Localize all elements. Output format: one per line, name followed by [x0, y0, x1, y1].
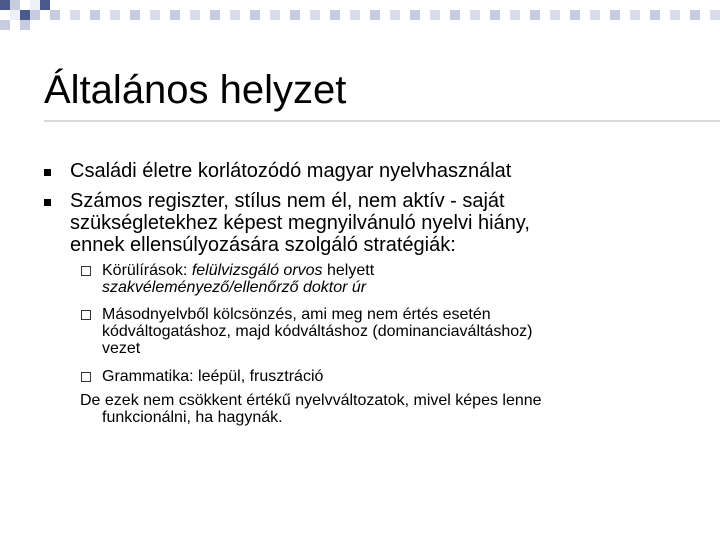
deco-square — [30, 0, 40, 10]
sub-bullet-item — [102, 306, 682, 357]
bullet-text-line: ennek ellensúlyozására szolgáló stratégiák: — [70, 234, 456, 256]
closing-paragraph — [80, 392, 680, 426]
bullet-text-line: Számos regiszter, stílus nem él, nem aktív - saját — [70, 190, 505, 212]
sub-bullet-item — [102, 262, 682, 296]
slide-title: Általános helyzet — [44, 68, 347, 112]
checkbox-icon — [81, 372, 91, 382]
deco-square — [10, 0, 20, 10]
closing-line: funkcionálni, ha hagynák. — [102, 409, 283, 426]
deco-square — [40, 0, 50, 10]
decorative-header — [0, 0, 720, 40]
bullet-item — [70, 160, 690, 182]
bullet-text: Családi életre korlátozódó magyar nyelvhasználat — [70, 160, 512, 182]
deco-strip — [50, 10, 720, 20]
deco-square — [0, 20, 10, 30]
bullet-text-line: szükségletekhez képest megnyilvánuló nyelvi hiány, — [70, 212, 530, 234]
sub-item-italic-line: szakvéleményező/ellenőrző doktor úr — [102, 279, 367, 296]
deco-square — [10, 10, 20, 20]
filled-square-icon — [44, 169, 51, 176]
sub-item-text: helyett — [322, 262, 375, 279]
sub-item-italic: felülvizsgáló orvos — [191, 262, 323, 279]
sub-item-text: Körülírások: — [102, 262, 192, 279]
sub-item-text: kódváltogatáshoz, majd kódváltáshoz (dominanciaváltáshoz) — [102, 323, 533, 340]
sub-item-text: vezet — [102, 340, 141, 357]
checkbox-icon — [81, 310, 91, 320]
checkbox-icon — [81, 266, 91, 276]
deco-square — [30, 10, 40, 20]
sub-bullet-item — [102, 368, 682, 385]
sub-item-text: Grammatika: leépül, frusztráció — [102, 368, 324, 385]
closing-line: De ezek nem csökkent értékű nyelvváltozatok, mivel képes lenne — [80, 392, 542, 409]
title-divider — [44, 120, 720, 122]
deco-square — [20, 20, 30, 30]
deco-square — [0, 0, 10, 10]
deco-square — [20, 10, 30, 20]
filled-square-icon — [44, 199, 51, 206]
sub-item-text: Másodnyelvből kölcsönzés, ami meg nem értés esetén — [102, 306, 491, 323]
bullet-item — [70, 190, 690, 256]
